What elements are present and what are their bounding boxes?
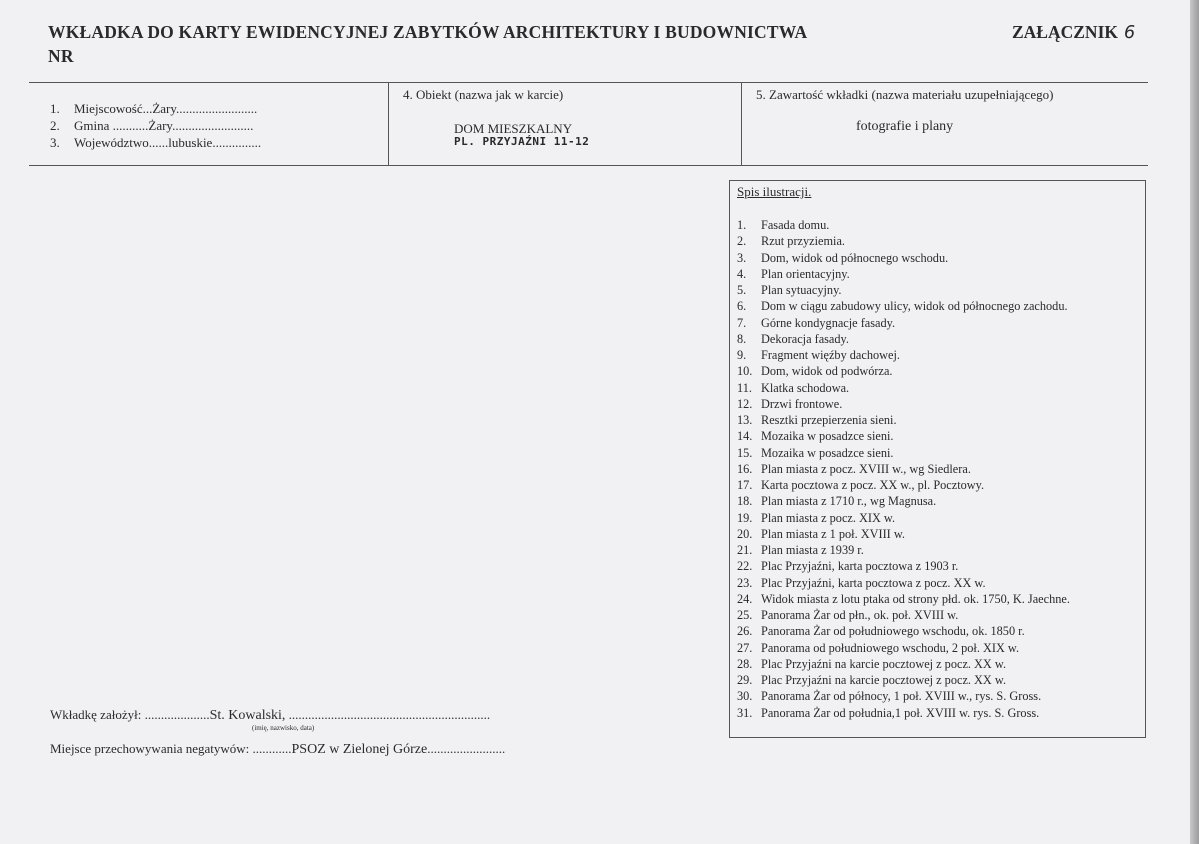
illustration-number: 8. [737, 331, 747, 346]
illustration-number: 2. [737, 234, 747, 249]
illustration-text: Plac Przyjaźni, karta pocztowa z 1903 r. [761, 559, 959, 574]
illustrations-box [729, 180, 1146, 738]
location-section [50, 100, 261, 151]
illustration-item [737, 510, 1070, 526]
illustration-number: 22. [737, 559, 753, 574]
illustration-item [737, 461, 1070, 477]
illustration-number: 10. [737, 364, 753, 379]
illustration-text: Panorama Żar od płn., ok. poł. XVIII w. [761, 608, 959, 622]
title-line-1: WKŁADKA DO KARTY EWIDENCYJNEJ ZABYTKÓW ARCHITEKTURY I BUDOWNICTWA [48, 22, 808, 42]
illustration-number: 5. [737, 283, 747, 297]
illustration-item [737, 493, 1070, 509]
illustration-item [737, 591, 1070, 607]
illustration-text: Panorama od południowego wschodu, 2 poł. XIX w. [761, 640, 1020, 655]
illustration-item [737, 331, 1070, 347]
illustration-item [737, 705, 1070, 721]
illustrations-title: Spis ilustracji. [737, 184, 812, 199]
creator-note: (imię, nazwisko, data) [252, 724, 315, 732]
illustration-number: 1. [737, 218, 747, 232]
illustration-item [737, 575, 1070, 591]
illustration-number: 13. [737, 413, 753, 427]
table-bottom-rule [29, 165, 1148, 166]
illustration-text: Górne kondygnacje fasady. [761, 315, 896, 330]
illustration-number: 21. [737, 543, 753, 557]
illustration-number: 29. [737, 673, 753, 687]
illustration-text: Drzwi frontowe. [761, 396, 843, 411]
illustration-item [737, 477, 1070, 493]
attachment-label [1012, 20, 1135, 45]
illustration-text: Plac Przyjaźni na karcie pocztowej z pocz. XX w. [761, 673, 1007, 687]
illustration-item [737, 233, 1070, 249]
illustration-text: Plan orientacyjny. [761, 266, 850, 281]
illustration-item [737, 428, 1070, 444]
illustration-item [737, 380, 1070, 396]
column-divider-1 [388, 82, 389, 166]
illustration-item [737, 347, 1070, 363]
creator-name: St. Kowalski, [209, 708, 286, 723]
contents-header: 5. Zawartość wkładki (nazwa materiału uzupełniającego) [756, 87, 1054, 102]
illustration-item [737, 558, 1070, 574]
illustration-item [737, 217, 1070, 233]
illustration-text: Plac Przyjaźni, karta pocztowa z pocz. XX w. [761, 575, 986, 590]
illustration-text: Mozaika w posadzce sieni. [761, 445, 894, 460]
creator-label: Wkładkę założył: .................... [50, 707, 210, 722]
illustration-number: 15. [737, 445, 753, 460]
object-handwritten-address: PL. PRZYJAŹNI 11-12 [454, 135, 590, 148]
storage-value: PSOZ w Zielonej Górze [291, 742, 428, 757]
illustration-item [737, 298, 1070, 314]
illustration-text: Panorama Żar od północy, 1 poł. XVIII w., rys. S. Gross. [761, 689, 1042, 704]
location-item-1: 1. Miejscowość...Żary......................... [50, 101, 258, 116]
illustration-item [737, 363, 1070, 379]
illustration-item [737, 607, 1070, 623]
illustration-text: Plac Przyjaźni na karcie pocztowej z pocz. XX w. [761, 656, 1007, 671]
illustration-item [737, 623, 1070, 639]
illustration-number: 14. [737, 429, 753, 444]
illustrations-list [737, 217, 1070, 721]
illustration-text: Plan sytuacyjny. [761, 283, 842, 297]
illustration-item [737, 526, 1070, 542]
illustration-number: 25. [737, 608, 753, 622]
illustration-number: 27. [737, 640, 753, 655]
column-divider-2 [741, 82, 742, 166]
illustration-text: Dekoracja fasady. [761, 331, 849, 346]
illustration-number: 3. [737, 250, 747, 265]
page-edge [1190, 0, 1199, 844]
illustration-text: Plan miasta z 1939 r. [761, 543, 864, 557]
illustration-text: Fasada domu. [761, 218, 830, 232]
document-title [48, 20, 807, 68]
illustration-number: 9. [737, 348, 747, 362]
illustration-item [737, 396, 1070, 412]
object-name: DOM MIESZKALNY [454, 121, 573, 136]
illustration-item [737, 672, 1070, 688]
illustration-text: Dom w ciągu zabudowy ulicy, widok od północnego zachodu. [761, 299, 1068, 314]
illustration-number: 16. [737, 461, 753, 476]
illustration-number: 7. [737, 315, 747, 330]
location-item-3: 3. Województwo......lubuskie............... [50, 135, 262, 150]
illustration-text: Mozaika w posadzce sieni. [761, 429, 894, 444]
title-line-2: NR [48, 46, 74, 66]
illustration-item [737, 656, 1070, 672]
illustration-number: 30. [737, 689, 753, 704]
illustration-number: 26. [737, 624, 753, 639]
illustration-item [737, 640, 1070, 656]
illustration-number: 28. [737, 656, 753, 671]
illustration-number: 18. [737, 494, 753, 509]
illustration-text: Panorama Żar od południowego wschodu, ok. 1850 r. [761, 624, 1025, 639]
illustration-item [737, 412, 1070, 428]
storage-dots: ........................ [427, 741, 506, 756]
illustration-number: 12. [737, 396, 753, 411]
attachment-number: 6 [1124, 23, 1136, 43]
illustration-number: 20. [737, 526, 753, 541]
illustration-text: Rzut przyziemia. [761, 234, 845, 249]
illustration-text: Panorama Żar od południa,1 poł. XVIII w. rys. S. Gross. [761, 705, 1040, 720]
illustration-text: Dom, widok od północnego wschodu. [761, 250, 949, 265]
attachment-label-text: ZAŁĄCZNIK [1012, 22, 1118, 42]
table-top-rule [29, 82, 1148, 83]
illustration-number: 31. [737, 705, 753, 720]
illustration-item [737, 688, 1070, 704]
illustration-number: 17. [737, 478, 753, 492]
illustration-number: 23. [737, 575, 753, 590]
illustration-text: Plan miasta z 1710 r., wg Magnusa. [761, 494, 937, 509]
illustration-text: Klatka schodowa. [761, 380, 850, 395]
illustration-text: Plan miasta z pocz. XVIII w., wg Siedlera. [761, 461, 971, 476]
creator-dots: .............................................................. [285, 707, 491, 722]
illustration-number: 11. [737, 380, 752, 395]
illustration-text: Widok miasta z lotu ptaka od strony płd. ok. 1750, K. Jaechne. [761, 591, 1070, 606]
illustration-number: 4. [737, 266, 747, 281]
illustration-item [737, 266, 1070, 282]
illustration-item [737, 250, 1070, 266]
location-item-2: 2. Gmina ...........Żary......................... [50, 118, 254, 133]
illustration-item [737, 445, 1070, 461]
illustration-text: Karta pocztowa z pocz. XX w., pl. Pocztowy. [761, 478, 985, 492]
illustration-text: Plan miasta z pocz. XIX w. [761, 510, 896, 525]
storage-line [50, 741, 505, 758]
illustration-item [737, 542, 1070, 558]
creator-line [50, 707, 490, 724]
illustration-number: 6. [737, 299, 747, 314]
illustration-number: 24. [737, 591, 753, 606]
illustration-text: Resztki przepierzenia sieni. [761, 413, 897, 427]
illustration-item [737, 282, 1070, 298]
storage-label: Miejsce przechowywania negatywów: ............ [50, 741, 292, 756]
illustration-text: Fragment więźby dachowej. [761, 348, 900, 362]
illustration-number: 19. [737, 510, 753, 525]
illustration-item [737, 315, 1070, 331]
object-header: 4. Obiekt (nazwa jak w karcie) [403, 87, 564, 102]
illustration-text: Plan miasta z 1 poł. XVIII w. [761, 526, 906, 541]
contents-value: fotografie i plany [856, 119, 954, 134]
illustration-text: Dom, widok od podwórza. [761, 364, 893, 379]
